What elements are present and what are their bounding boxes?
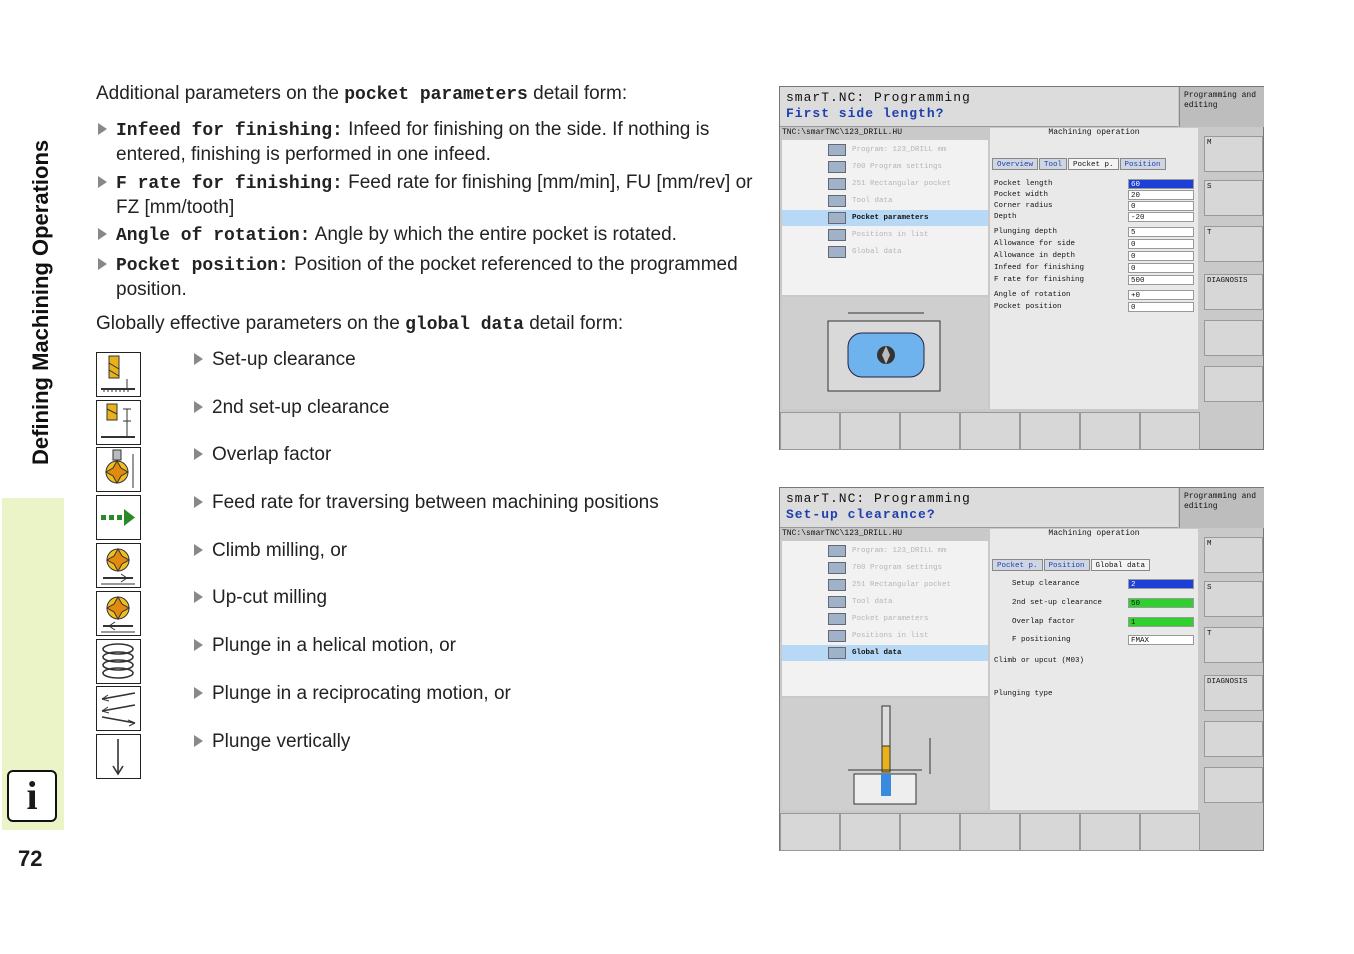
field-row: Angle of rotation +0 — [994, 290, 1194, 301]
softkey-s[interactable]: S — [1204, 180, 1263, 216]
field-row: Pocket position 0 — [994, 302, 1194, 313]
softkey-empty[interactable] — [1020, 412, 1080, 450]
screenshot-global-data — [779, 487, 1264, 851]
softkey-diagnosis[interactable]: DIAGNOSIS — [1204, 675, 1263, 711]
tab-tool[interactable]: Tool — [1039, 158, 1067, 170]
reciprocating-plunge-icon — [96, 686, 141, 731]
screen-mode: Programming and editing — [1179, 488, 1264, 528]
field-row: 2nd set-up clearance 50 — [994, 598, 1194, 609]
field-input[interactable]: 0 — [1128, 201, 1194, 211]
option-reciprocating-plunge: Plunge in a reciprocating motion, or — [192, 682, 511, 705]
clearance-preview — [782, 698, 988, 810]
tree-item[interactable]: Pocket parameters — [782, 611, 988, 627]
softkey-empty[interactable] — [900, 813, 960, 851]
field-row: Corner radius 0 — [994, 201, 1194, 212]
field-input[interactable]: 0 — [1128, 263, 1194, 273]
second-setup-clearance-icon — [96, 400, 141, 445]
screen-mode: Programming and editing — [1179, 87, 1264, 127]
form-head: Machining operation — [1048, 128, 1140, 137]
softkey-empty[interactable] — [960, 813, 1020, 851]
upcut-milling-icon — [96, 591, 141, 636]
tab-position[interactable]: Position — [1044, 559, 1090, 571]
screen-path: TNC:\smarTNC\123_DRILL.HU — [782, 529, 903, 538]
softkey-empty[interactable] — [1080, 412, 1140, 450]
softkey-empty[interactable] — [840, 412, 900, 450]
climb-milling-icon — [96, 543, 141, 588]
screenshot-pocket-parameters — [779, 86, 1264, 450]
tree-item[interactable]: Global data — [782, 244, 988, 260]
tab-pocket-p[interactable]: Pocket p. — [992, 559, 1043, 571]
traverse-feed-icon — [96, 495, 141, 540]
tree-item[interactable]: Program: 123_DRILL mm — [782, 543, 988, 559]
field-row: Pocket length 60 — [994, 179, 1194, 190]
tab-global-data[interactable]: Global data — [1091, 559, 1151, 571]
softkey-t[interactable]: T — [1204, 226, 1263, 262]
field-input[interactable]: 1 — [1128, 617, 1194, 627]
option-overlap-factor: Overlap factor — [192, 443, 331, 466]
bullet-infeed-finishing: Infeed for finishing: Infeed for finishing on the side. If nothing is entered, finishing is performed in one infeed. — [96, 118, 756, 166]
softkey-empty[interactable] — [1204, 320, 1263, 356]
tree-item[interactable]: 251 Rectangular pocket — [782, 176, 988, 192]
vertical-softkeys — [1203, 529, 1264, 851]
form-head: Machining operation — [1048, 529, 1140, 538]
info-icon: i — [7, 770, 57, 822]
field-row: Infeed for finishing 0 — [994, 263, 1194, 274]
program-tree — [782, 541, 988, 696]
screen-title: smarT.NC: Programming — [786, 90, 971, 105]
tree-item[interactable]: Tool data — [782, 594, 988, 610]
field-input[interactable]: -20 — [1128, 212, 1194, 222]
field-input[interactable]: 0 — [1128, 302, 1194, 312]
tab-position[interactable]: Position — [1120, 158, 1166, 170]
detail-form — [990, 128, 1198, 409]
field-row: Setup clearance 2 — [994, 579, 1194, 590]
option-traverse-feed: Feed rate for traversing between machining positions — [192, 491, 659, 514]
option-vertical-plunge: Plunge vertically — [192, 730, 350, 753]
vertical-plunge-icon — [96, 734, 141, 779]
field-row: Pocket width 20 — [994, 190, 1194, 201]
softkey-m[interactable]: M — [1204, 537, 1263, 573]
field-row: Overlap factor 1 — [994, 617, 1194, 628]
program-tree — [782, 140, 988, 295]
field-row: Plunging type — [994, 690, 1053, 698]
tree-item[interactable]: 251 Rectangular pocket — [782, 577, 988, 593]
bullet-angle-rotation: Angle of rotation: Angle by which the entire pocket is rotated. — [96, 223, 756, 248]
option-climb-milling: Climb milling, or — [192, 539, 347, 562]
screen-path: TNC:\smarTNC\123_DRILL.HU — [782, 128, 903, 137]
screen-header — [780, 488, 1178, 528]
tab-overview[interactable]: Overview — [992, 158, 1038, 170]
screen-question: First side length? — [786, 106, 945, 121]
tree-item[interactable]: Tool data — [782, 193, 988, 209]
softkey-empty[interactable] — [780, 412, 840, 450]
tree-item[interactable]: 700 Program settings — [782, 560, 988, 576]
field-row: Depth -20 — [994, 212, 1194, 223]
field-input[interactable]: 500 — [1128, 275, 1194, 285]
tab-pocket-p[interactable]: Pocket p. — [1068, 158, 1119, 170]
softkey-empty[interactable] — [780, 813, 840, 851]
bullet-f-rate-finishing: F rate for finishing: Feed rate for finishing [mm/min], FU [mm/rev] or FZ [mm/tooth] — [96, 171, 756, 219]
softkey-empty[interactable] — [1140, 412, 1200, 450]
softkey-empty[interactable] — [900, 412, 960, 450]
horizontal-softkeys — [780, 813, 1203, 851]
screen-title: smarT.NC: Programming — [786, 491, 971, 506]
chapter-title: Defining Machining Operations — [28, 139, 53, 465]
tree-item[interactable]: 700 Program settings — [782, 159, 988, 175]
softkey-empty[interactable] — [1140, 813, 1200, 851]
screen-header — [780, 87, 1178, 127]
field-input[interactable]: 5 — [1128, 227, 1194, 237]
field-input[interactable]: 2 — [1128, 579, 1194, 589]
field-row: F rate for finishing 500 — [994, 275, 1194, 286]
setup-clearance-icon — [96, 352, 141, 397]
option-setup-clearance: Set-up clearance — [192, 348, 356, 371]
horizontal-softkeys — [780, 412, 1203, 450]
option-helical-plunge: Plunge in a helical motion, or — [192, 634, 456, 657]
field-row: Climb or upcut (M03) — [994, 657, 1085, 665]
softkey-empty[interactable] — [1204, 721, 1263, 757]
field-input[interactable]: 50 — [1128, 598, 1194, 608]
field-row: Allowance in depth 0 — [994, 251, 1194, 262]
field-input[interactable]: +0 — [1128, 290, 1194, 300]
option-second-setup-clearance: 2nd set-up clearance — [192, 396, 389, 419]
bullet-pocket-position: Pocket position: Position of the pocket referenced to the programmed position. — [96, 253, 756, 301]
softkey-t[interactable]: T — [1204, 627, 1263, 663]
field-input[interactable]: 0 — [1128, 239, 1194, 249]
tree-item[interactable]: Positions in list — [782, 227, 988, 243]
detail-form — [990, 529, 1198, 810]
field-input[interactable]: 0 — [1128, 251, 1194, 261]
field-row: Allowance for side 0 — [994, 239, 1194, 250]
softkey-m[interactable]: M — [1204, 136, 1263, 172]
option-upcut-milling: Up-cut milling — [192, 586, 327, 609]
softkey-empty[interactable] — [1204, 767, 1263, 803]
page-number: 72 — [18, 846, 43, 871]
softkey-empty[interactable] — [1020, 813, 1080, 851]
field-row: Plunging depth 5 — [994, 227, 1194, 238]
screen-question: Set-up clearance? — [786, 507, 936, 522]
softkey-diagnosis[interactable]: DIAGNOSIS — [1204, 274, 1263, 310]
overlap-factor-icon — [96, 447, 141, 492]
field-input[interactable]: FMAX — [1128, 635, 1194, 645]
field-input[interactable]: 60 — [1128, 179, 1194, 189]
tree-item-selected[interactable]: Global data — [782, 645, 988, 661]
softkey-empty[interactable] — [1080, 813, 1140, 851]
softkey-s[interactable]: S — [1204, 581, 1263, 617]
pocket-preview — [782, 297, 988, 409]
tree-item[interactable]: Program: 123_DRILL mm — [782, 142, 988, 158]
intro-global-data: Globally effective parameters on the global data detail form: — [96, 313, 624, 335]
softkey-empty[interactable] — [840, 813, 900, 851]
form-tabs — [992, 559, 1151, 571]
softkey-empty[interactable] — [960, 412, 1020, 450]
field-row: F positioning FMAX — [994, 635, 1194, 646]
helical-plunge-icon — [96, 639, 141, 684]
tree-item-selected[interactable]: Pocket parameters — [782, 210, 988, 226]
vertical-softkeys — [1203, 128, 1264, 450]
intro-pocket-parameters: Additional parameters on the pocket parameters detail form: — [96, 83, 628, 105]
field-input[interactable]: 20 — [1128, 190, 1194, 200]
tree-item[interactable]: Positions in list — [782, 628, 988, 644]
form-tabs — [992, 158, 1167, 170]
softkey-empty[interactable] — [1204, 366, 1263, 402]
